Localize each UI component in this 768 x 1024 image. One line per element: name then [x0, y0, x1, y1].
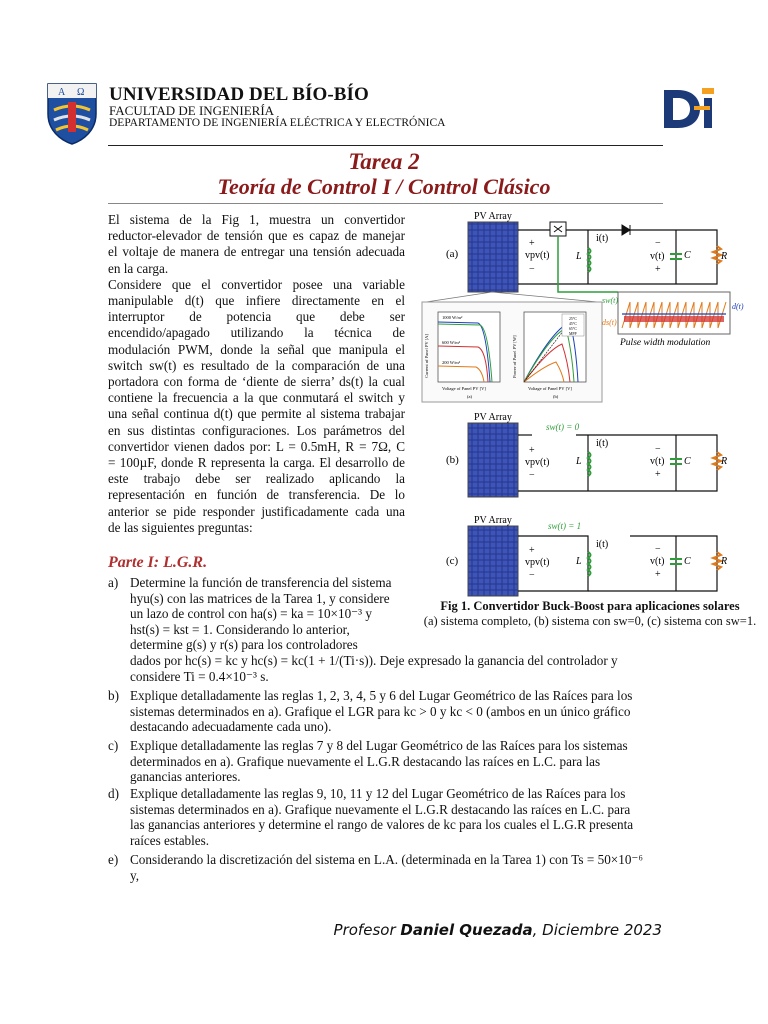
signature [334, 921, 662, 939]
question-line: un lazo de control con ha(s) = ka = 10×10⁻³ y [130, 606, 372, 622]
legend-entry: 65°C [569, 327, 577, 331]
inductor-label: L [576, 251, 582, 262]
assignment-title: Tarea 2 [348, 149, 420, 174]
sw-label: sw(t) [602, 296, 618, 305]
question-line: Explique detalladamente las reglas 7 y 8 del Lugar Geométrico de las Raíces para los sistemas [130, 738, 628, 753]
department-logo [660, 86, 718, 132]
plot-sublabel: (b) [553, 394, 559, 399]
capacitor-label: C [684, 456, 691, 467]
intro-line: una señal continua d(t) que permite al sistema trabajar [108, 406, 405, 422]
question-label: d) [108, 786, 119, 801]
svg-text:+: + [655, 569, 661, 580]
intro-line: en la carga. [108, 260, 169, 276]
svg-text:−: − [655, 238, 661, 249]
resistor-label: R [721, 556, 728, 567]
d-label: d(t) [732, 302, 744, 311]
figure-caption-title: Fig 1. Convertidor Buck-Boost para aplicaciones solares [440, 599, 740, 613]
intro-line: portadora con forma de ‘diente de sierra’ ds(t) la cual [108, 374, 405, 390]
svg-text:−: − [655, 544, 661, 555]
pv-array-label: PV Array [474, 515, 512, 526]
question-line: Explique detalladamente las reglas 9, 10, 11 y 12 del Lugar Geométrico de las Raíces para los [130, 786, 626, 801]
figure-caption [420, 599, 760, 629]
plot-ylabel: Current of Panel PV [A] [424, 334, 429, 378]
pv-panel [468, 222, 518, 292]
question-label: e) [108, 852, 119, 867]
intro-line: switch sw(t) es resultado de la comparación de una [108, 357, 405, 373]
signature-date: , Diciembre 2023 [532, 921, 662, 939]
irradiance-label: 200 W/m² [442, 360, 461, 365]
question-line: y, [130, 867, 140, 883]
irradiance-label: 1000 W/m² [442, 315, 463, 320]
vpv-label: vpv(t) [525, 457, 550, 468]
svg-text:Ω: Ω [77, 87, 85, 98]
vpv-label: vpv(t) [525, 250, 550, 261]
svg-text:+: + [529, 545, 535, 556]
intro-line: de las siguientes preguntas: [108, 519, 253, 535]
pv-panel [468, 526, 518, 596]
capacitor-label: C [684, 556, 691, 567]
vout-label: v(t) [650, 456, 665, 467]
intro-line: contiene la frecuencia a la que conmutará el switch y [108, 390, 405, 406]
legend-entry: 45°C [569, 322, 577, 326]
question-line: hst(s) = kst = 1. Considerando lo anterior, [130, 621, 350, 637]
intro-line: este trabajo debe ser realizado aplicando la [108, 471, 405, 487]
intro-line: representación en función de transferencia. De lo [108, 487, 405, 503]
ds-label: ds(t) [602, 318, 617, 327]
question-line: Explique detalladamente las reglas 1, 2, 3, 4, 5 y 6 del Lugar Geométrico de las Raíces para los [130, 688, 633, 703]
question-line: raíces estables. [130, 832, 210, 848]
pwm-label: Pulse width modulation [620, 338, 711, 348]
header-rule [108, 145, 663, 146]
title-rule [108, 203, 663, 204]
inductor-label: L [576, 456, 582, 467]
faculty-name: FACULTAD DE INGENIERÍA [109, 103, 275, 118]
question-label: c) [108, 738, 119, 753]
intro-line: = 100µF, donde R representa la carga. El desarrollo de [108, 455, 405, 471]
signature-prefix: Profesor [333, 921, 401, 939]
vout-label: v(t) [650, 556, 665, 567]
switch-state-label: sw(t) = 0 [546, 422, 580, 432]
resistor-label: R [721, 251, 728, 262]
current-label: i(t) [596, 438, 609, 449]
vpv-label: vpv(t) [525, 557, 550, 568]
intro-line: anterior se pide responder justificadamente cada una [108, 503, 405, 519]
question-line: determine g(s) y r(s) para los controladores [130, 637, 358, 653]
current-label: i(t) [596, 233, 609, 244]
plot-sublabel: (a) [467, 394, 472, 399]
svg-text:+: + [655, 469, 661, 480]
svg-text:+: + [655, 264, 661, 275]
university-name: UNIVERSIDAD DEL BÍO-BÍO [109, 84, 369, 105]
question-line: Determine la función de transferencia del sistema [130, 575, 392, 590]
switch-state-label: sw(t) = 1 [548, 521, 582, 531]
question-line: dados por hc(s) = kc y hc(s) = kc(1 + 1/(Ti·s)). Deje expresado la ganancia del controlador y [130, 653, 618, 668]
svg-text:−: − [529, 470, 535, 481]
question-label: a) [108, 575, 119, 590]
legend-entry: MPP [569, 332, 577, 336]
pv-array-label: PV Array [474, 211, 512, 222]
intro-line: el voltaje de manera de entregar una tensión adecuada [108, 244, 405, 260]
intro-line: El sistema de la Fig 1, muestra un convertidor [108, 212, 405, 227]
diode-icon [622, 225, 630, 235]
intro-line: reductor-elevador de tensión que es capaz de manejar [108, 228, 405, 244]
logo-lettering: A [58, 87, 66, 98]
intro-line: en sus distintas configuraciones. Los parámetros del [108, 422, 405, 438]
university-logo [44, 80, 100, 146]
panel-c-label: (c) [446, 555, 459, 567]
capacitor-label: C [684, 250, 691, 261]
figure-1 [412, 206, 762, 598]
irradiance-label: 600 W/m² [442, 340, 461, 345]
intro-line: convertidor vienen dados por: L = 0.5mH, R = 7Ω, C [108, 438, 405, 454]
pv-panel [468, 423, 518, 497]
question-label: b) [108, 688, 119, 703]
panel-b-label: (b) [446, 454, 459, 466]
svg-text:+: + [529, 445, 535, 456]
svg-text:+: + [529, 238, 535, 249]
intro-line: modulación PWM, donde la señal que manipula el [108, 341, 405, 357]
question-line: determinados en a). Grafique nuevamente el L.G.R destacando las raíces en L.C. para las [130, 753, 601, 769]
plot-ylabel: Power of Panel PV [W] [512, 335, 517, 378]
intro-line: interruptor de potencia que debe ser [108, 309, 405, 325]
panel-a-label: (a) [446, 248, 459, 260]
pv-array-label: PV Array [474, 412, 512, 423]
question-line: sistemas determinados en a). Grafique el LGR para kc > 0 y kc < 0 (ambos en un único gráfico [130, 703, 631, 719]
current-label: i(t) [596, 539, 609, 550]
svg-text:−: − [529, 570, 535, 581]
figure-caption-detail: (a) sistema completo, (b) sistema con sw=0, (c) sistema con sw=1. [423, 614, 757, 628]
part-title: Parte I: L.G.R. [108, 554, 208, 571]
department-name: DEPARTAMENTO DE INGENIERÍA ELÉCTRICA Y ELECTRÓNICA [109, 117, 446, 129]
svg-text:−: − [529, 264, 535, 275]
professor-name: Daniel Quezada [400, 921, 533, 939]
question-line: destacando adecuadamente cada uno). [130, 719, 332, 735]
vout-label: v(t) [650, 251, 665, 262]
question-line: Considerando la discretización del sistema en L.A. (determinada en la Tarea 1) con Ts = 50×10⁻⁶ [130, 852, 643, 867]
plot-xlabel: Voltage of Panel PV [V] [442, 386, 486, 391]
question-line: hyu(s) con las matrices de la Tarea 1, y considere [130, 590, 390, 606]
svg-text:−: − [655, 444, 661, 455]
course-title: Teoría de Control I / Control Clásico [217, 174, 551, 199]
question-line: sistemas determinados en a). Grafique nuevamente el L.G.R destacando las raíces en L.C. para [130, 801, 631, 817]
plot-xlabel: Voltage of Panel PV [V] [528, 386, 572, 391]
intro-line: manipulable d(t) que infiere directamente en el [108, 293, 405, 309]
intro-line: encendido/apagado utilizando la técnica de [108, 325, 405, 341]
question-line: ganancias anteriores. [130, 769, 241, 785]
legend-entry: 25°C [569, 317, 577, 321]
intro-line: Considere que el convertidor posee una variable [108, 276, 405, 292]
question-line: las ganancias anteriores y determine el rango de valores de kc para los cuales el L.G.R presenta [130, 817, 634, 833]
question-line: considere Ti = 0.4×10⁻³ s. [130, 668, 269, 684]
resistor-label: R [721, 456, 728, 467]
intro-paragraph [108, 212, 405, 536]
inductor-label: L [576, 556, 582, 567]
